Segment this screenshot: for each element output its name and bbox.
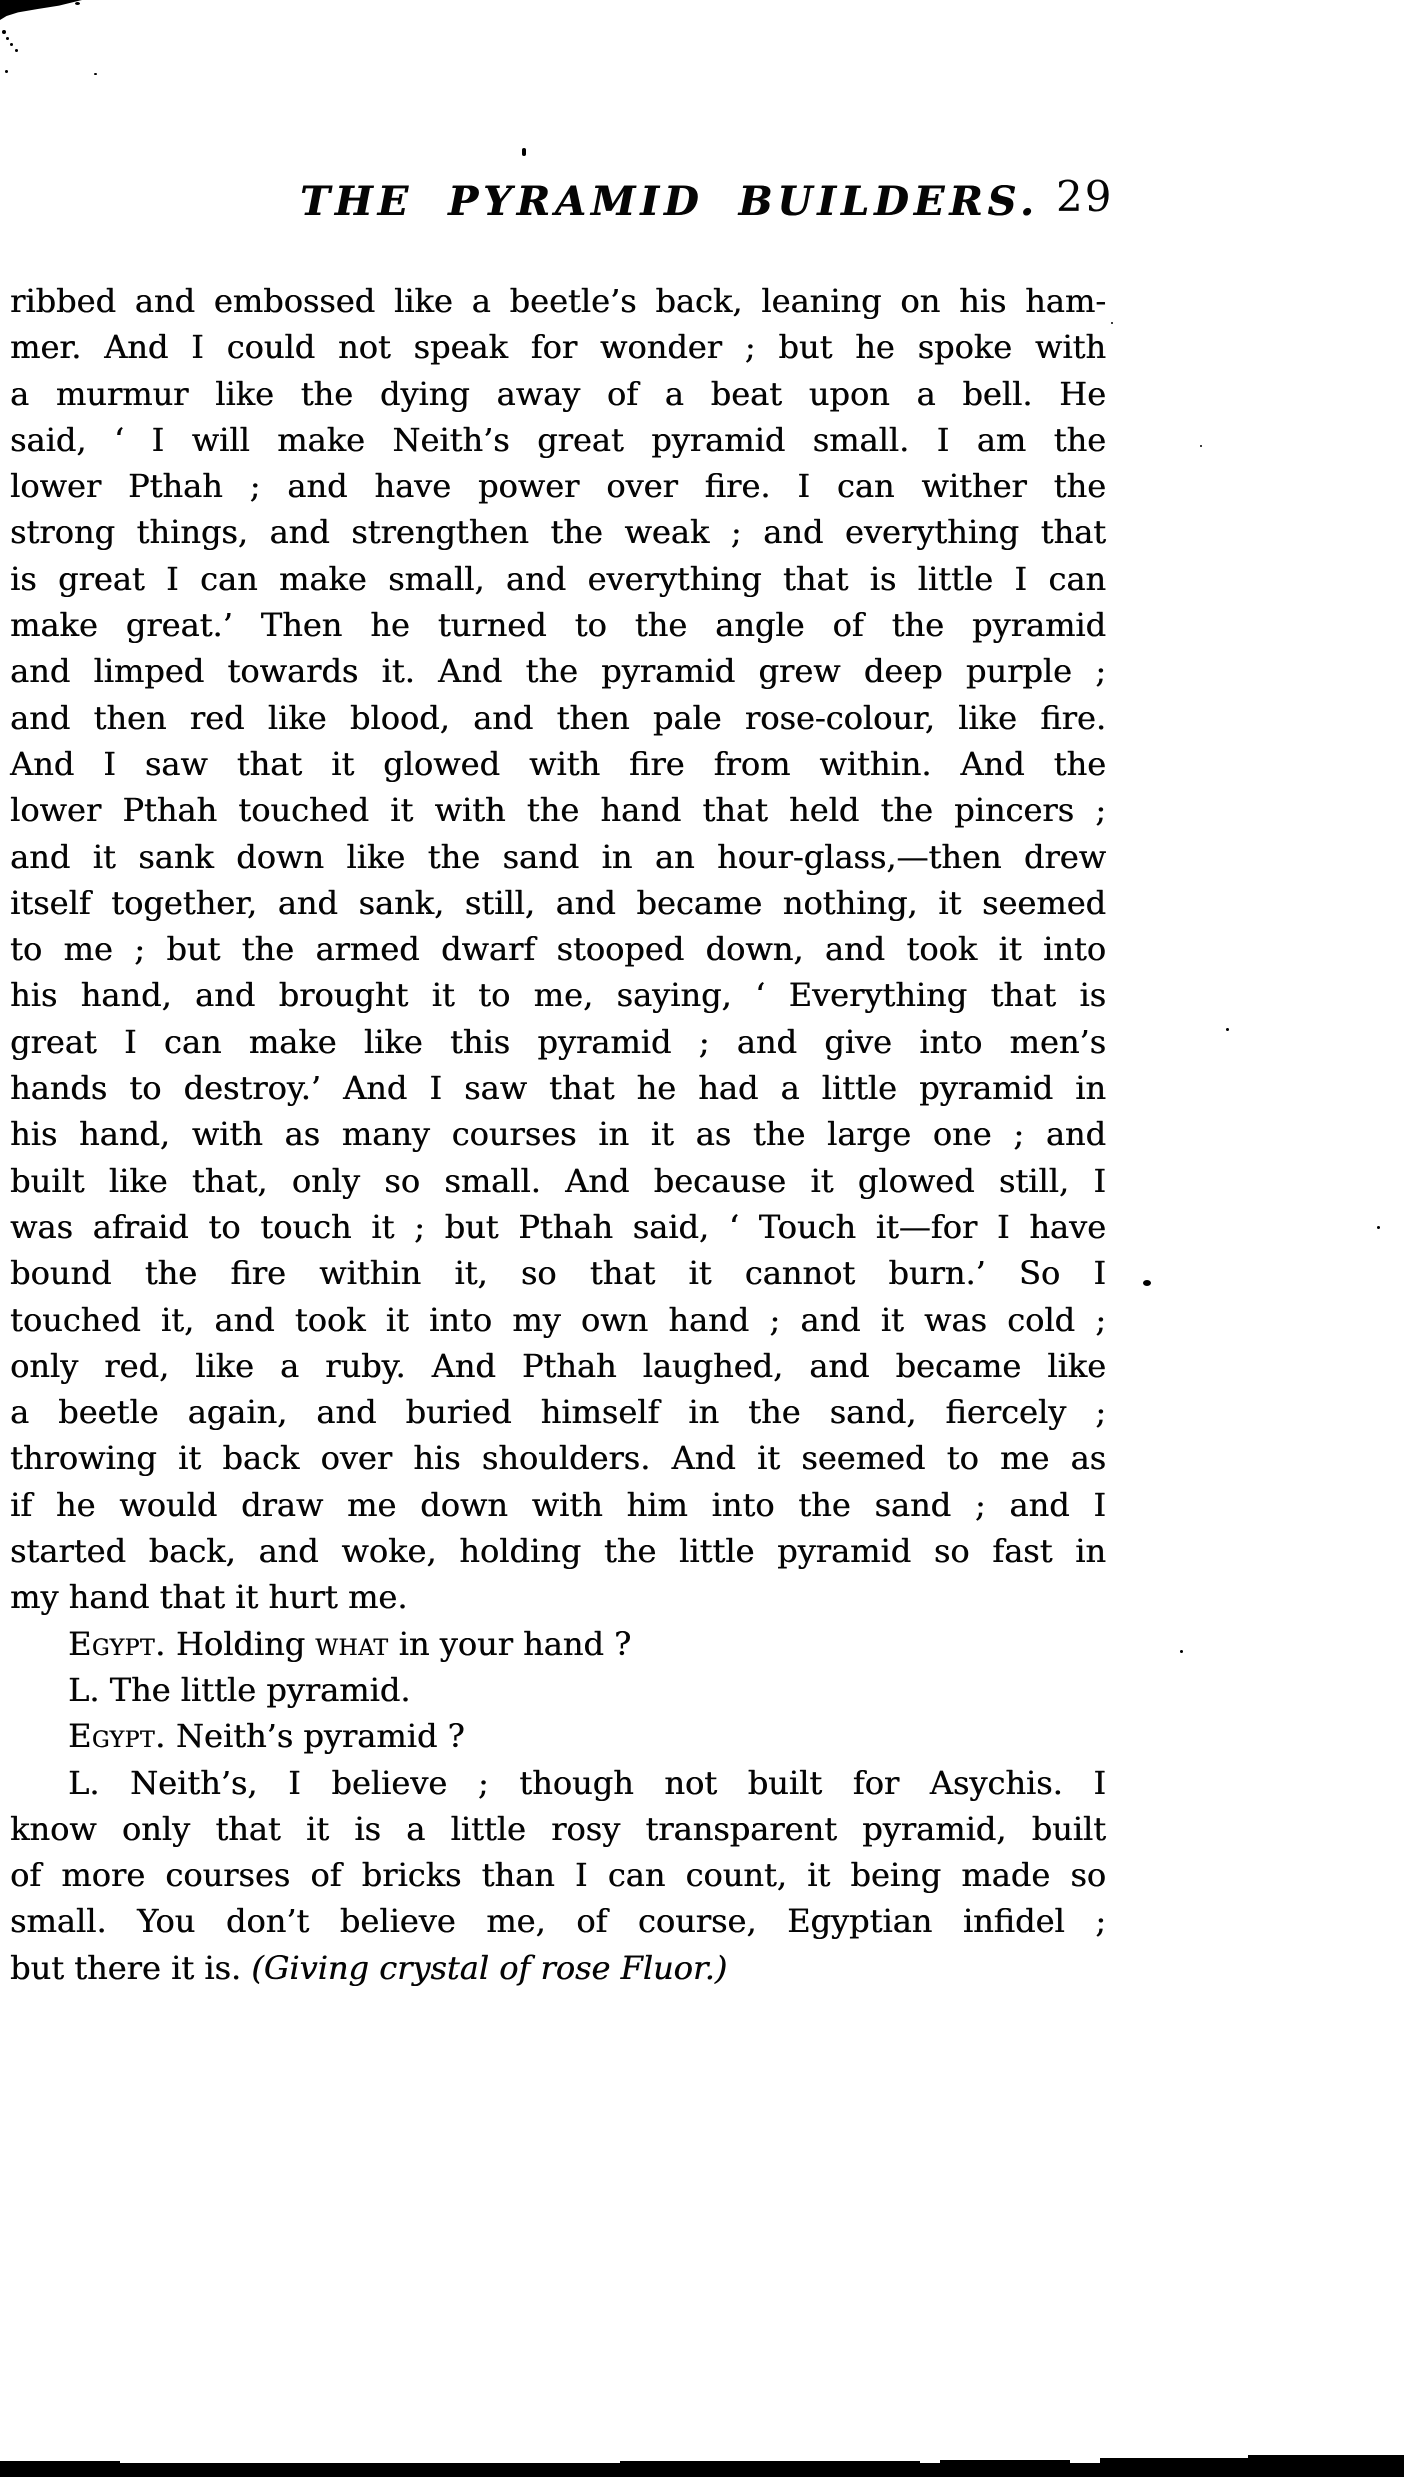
text-segment: L. Neith’s, I believe ; though not built for Asychis. I — [68, 1763, 1106, 1802]
text-segment: of more courses of bricks than I can count, it being made so — [10, 1856, 1106, 1895]
text-segment: my hand that it hurt me. — [10, 1578, 408, 1617]
text-segment: make great.’ Then he turned to the angle of the pyramid — [10, 606, 1106, 645]
ink-speck — [1226, 1028, 1229, 1031]
text-line — [10, 926, 1106, 972]
text-line — [10, 741, 1106, 787]
text-line — [10, 1760, 1106, 1806]
text-line — [10, 1111, 1106, 1157]
text-line — [10, 1343, 1106, 1389]
text-segment: a murmur like the dying away of a beat upon a bell. He — [10, 374, 1106, 413]
text-segment: was afraid to touch it ; but Pthah said, ‘ Touch it—for I have — [10, 1207, 1106, 1246]
text-line — [10, 463, 1106, 509]
small-caps-text: what — [315, 1624, 389, 1663]
text-line — [10, 556, 1106, 602]
text-segment: and then red like blood, and then pale rose-colour, like fire. — [10, 698, 1106, 737]
ink-speck — [1180, 1650, 1183, 1653]
ink-speck — [10, 43, 13, 46]
ink-speck — [15, 49, 18, 52]
scan-bar-ridge — [620, 2461, 920, 2463]
text-line — [10, 1158, 1106, 1204]
text-segment: hands to destroy.’ And I saw that he had a little pyramid in — [10, 1069, 1106, 1108]
text-segment: to me ; but the armed dwarf stooped down, and took it into — [10, 930, 1106, 969]
text-line — [10, 1297, 1106, 1343]
text-line — [10, 880, 1106, 926]
ink-speck — [94, 73, 97, 75]
text-line — [10, 1435, 1106, 1481]
text-line — [10, 1250, 1106, 1296]
page-number: 29 — [1056, 172, 1114, 221]
text-line — [10, 1574, 1106, 1620]
text-segment: Holding — [165, 1624, 316, 1663]
text-segment: his hand, and brought it to me, saying, ‘ Everything that is — [10, 976, 1106, 1015]
text-segment: small. You don’t believe me, of course, Egyptian infidel ; — [10, 1902, 1106, 1941]
text-line — [10, 1389, 1106, 1435]
text-line — [10, 417, 1106, 463]
text-line — [10, 1621, 1106, 1667]
text-segment: mer. And I could not speak for wonder ; but he spoke with — [10, 328, 1106, 367]
text-segment: and limped towards it. And the pyramid grew deep purple ; — [10, 652, 1106, 691]
text-line — [10, 324, 1106, 370]
scan-bar-ridge — [1248, 2455, 1404, 2463]
stage-direction-italic: (Giving crystal of rose Fluor.) — [251, 1948, 728, 1987]
ink-speck — [1111, 322, 1113, 324]
text-segment: itself together, and sank, still, and became nothing, it seemed — [10, 883, 1106, 922]
text-line — [10, 1945, 1106, 1991]
scan-bar-ridge — [1100, 2458, 1260, 2463]
text-line — [10, 1898, 1106, 1944]
text-segment: Neith’s pyramid ? — [165, 1717, 465, 1756]
text-line — [10, 1528, 1106, 1574]
text-segment: L. The little pyramid. — [68, 1670, 411, 1709]
text-segment: and it sank down like the sand in an hour-glass,—then drew — [10, 837, 1106, 876]
scan-corner-blot — [0, 0, 82, 20]
text-segment: throwing it back over his shoulders. And it seemed to me as — [10, 1439, 1106, 1478]
text-segment: ribbed and embossed like a beetle’s back, leaning on his ham- — [10, 282, 1106, 320]
text-line — [10, 1482, 1106, 1528]
text-segment: started back, and woke, holding the little pyramid so fast in — [10, 1532, 1106, 1571]
page-title: THE PYRAMID BUILDERS. — [300, 178, 1039, 225]
small-caps-text: Egypt. — [68, 1624, 166, 1663]
text-segment: if he would draw me down with him into the sand ; and I — [10, 1485, 1106, 1524]
ink-speck — [2, 30, 6, 34]
text-segment: his hand, with as many courses in it as the large one ; and — [10, 1115, 1106, 1154]
text-segment: built like that, only so small. And because it glowed still, I — [10, 1161, 1106, 1200]
text-segment: bound the fire within it, so that it cannot burn.’ So I — [10, 1254, 1106, 1293]
scan-bottom-bar — [0, 2463, 1404, 2477]
text-segment: strong things, and strengthen the weak ; and everything that — [10, 513, 1106, 552]
text-line — [10, 695, 1106, 741]
text-line — [10, 1019, 1106, 1065]
text-segment: but there it is. — [10, 1948, 252, 1987]
ink-speck — [6, 37, 9, 40]
text-line — [10, 1667, 1106, 1713]
text-segment: touched it, and took it into my own hand ; and it was cold ; — [10, 1300, 1106, 1339]
text-line — [10, 1204, 1106, 1250]
text-line — [10, 834, 1106, 880]
text-segment: in your hand ? — [388, 1624, 632, 1663]
text-segment: said, ‘ I will make Neith’s great pyramid small. I am the — [10, 420, 1106, 459]
text-segment: a beetle again, and buried himself in the sand, fiercely ; — [10, 1393, 1106, 1432]
text-segment: is great I can make small, and everything that is little I can — [10, 559, 1106, 598]
text-segment: great I can make like this pyramid ; and give into men’s — [10, 1022, 1106, 1061]
scan-bar-ridge — [0, 2461, 120, 2463]
text-line — [10, 371, 1106, 417]
ink-speck — [1377, 1226, 1380, 1229]
ink-speck — [5, 70, 8, 73]
scan-bar-ridge — [940, 2460, 1070, 2463]
text-line — [10, 1713, 1106, 1759]
ink-speck — [1143, 1280, 1151, 1286]
text-line — [10, 1806, 1106, 1852]
ink-speck — [75, 2, 80, 5]
text-segment: And I saw that it glowed with fire from within. And the — [10, 744, 1106, 783]
text-segment: lower Pthah touched it with the hand that held the pincers ; — [10, 791, 1106, 830]
text-line — [10, 1852, 1106, 1898]
ink-speck — [522, 148, 526, 156]
text-line — [10, 648, 1106, 694]
text-segment: know only that it is a little rosy transparent pyramid, built — [10, 1809, 1106, 1848]
text-segment: only red, like a ruby. And Pthah laughed, and became like — [10, 1346, 1106, 1385]
text-line — [10, 787, 1106, 833]
text-segment: lower Pthah ; and have power over fire. I can wither the — [10, 467, 1106, 506]
text-line — [10, 509, 1106, 555]
small-caps-text: Egypt. — [68, 1717, 166, 1756]
text-line — [10, 972, 1106, 1018]
text-line — [10, 602, 1106, 648]
ink-speck — [1200, 445, 1202, 447]
text-line — [10, 278, 1106, 324]
text-line — [10, 1065, 1106, 1111]
text-block — [10, 278, 1106, 1991]
